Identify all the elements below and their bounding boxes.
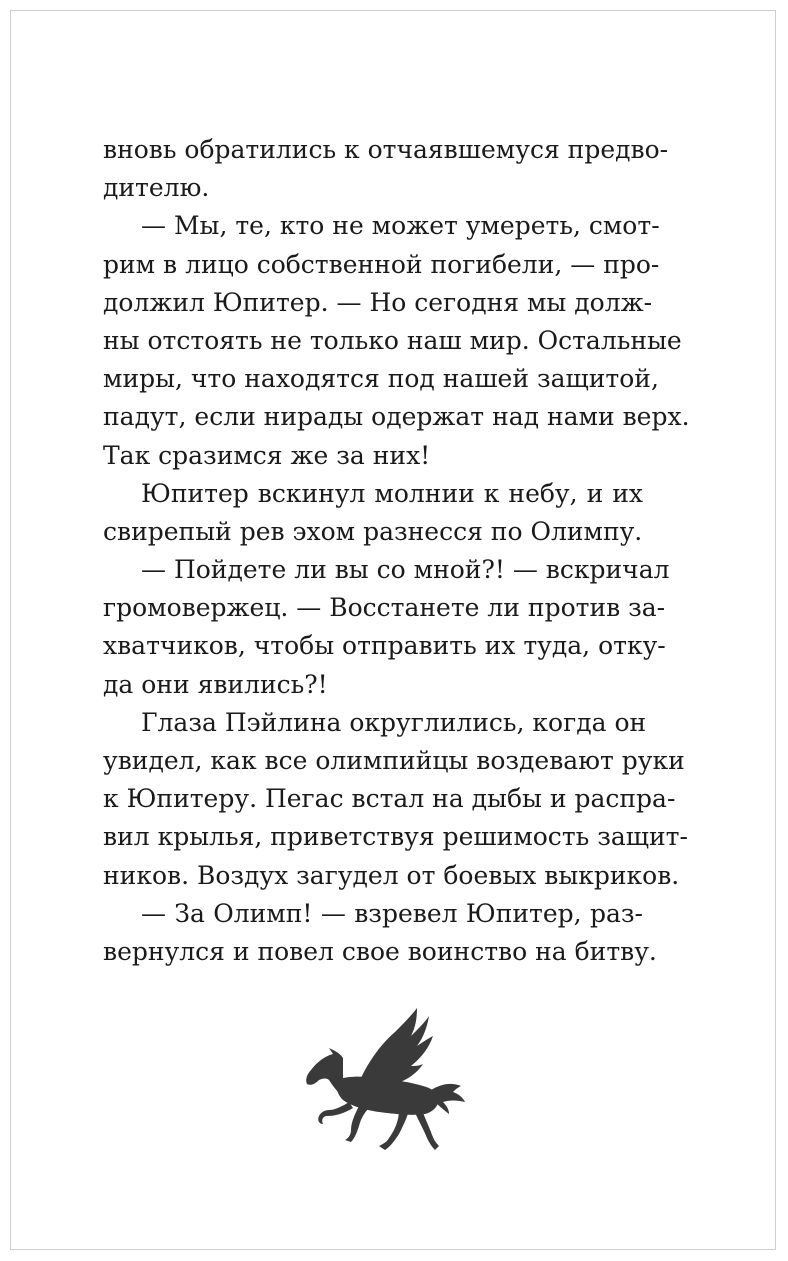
text-line: рим в лицо собственной погибели, — про- (103, 249, 660, 279)
text-line: ников. Воздух загудел от боевых выкриков. (103, 860, 680, 890)
paragraph (103, 131, 669, 207)
text-line: свирепый рев эхом разнесся по Олимпу. (103, 516, 643, 546)
text-line: — Мы, те, кто не может умереть, смот- (141, 211, 660, 241)
text-line: ны отстоять не только наш мир. Остальные (103, 325, 682, 355)
paragraph (103, 895, 657, 971)
text-line: — Пойдете ли вы со мной?! — вскричал (141, 555, 670, 585)
paragraph (103, 475, 643, 551)
paragraph (103, 704, 688, 895)
text-line: да они явились?! (103, 669, 328, 699)
pegasus-icon (299, 1006, 469, 1156)
text-line: падут, если нирады одержат над нами верх. (103, 402, 690, 432)
text-line: должил Юпитер. — Но сегодня мы долж- (103, 287, 653, 317)
text-line: вил крылья, приветствуя решимость защит- (103, 822, 688, 852)
text-line: миры, что находятся под нашей защитой, (103, 364, 659, 394)
text-line: громовержец. — Восстанете ли против за- (103, 593, 666, 623)
text-line: Так сразимся же за них! (103, 440, 431, 470)
page (10, 10, 776, 1250)
text-line: Юпитер вскинул молнии к небу, и их (141, 478, 643, 508)
text-line: хватчиков, чтобы отправить их туда, отку- (103, 631, 666, 661)
text-line: вновь обратились к отчаявшемуся предво- (103, 135, 669, 164)
text-line: Глаза Пэйлина округлились, когда он (141, 707, 647, 737)
text-line: увидел, как все олимпийцы воздевают руки (103, 746, 685, 775)
paragraph (103, 551, 670, 704)
text-line: к Юпитеру. Пегас встал на дыбы и распра- (103, 784, 676, 814)
text-line: вернулся и повел свое воинство на битву. (103, 936, 657, 966)
text-line: дителю. (103, 173, 210, 203)
text-line: — За Олимп! — взревел Юпитер, раз- (141, 898, 643, 928)
body-text (103, 131, 690, 971)
paragraph (103, 207, 690, 474)
